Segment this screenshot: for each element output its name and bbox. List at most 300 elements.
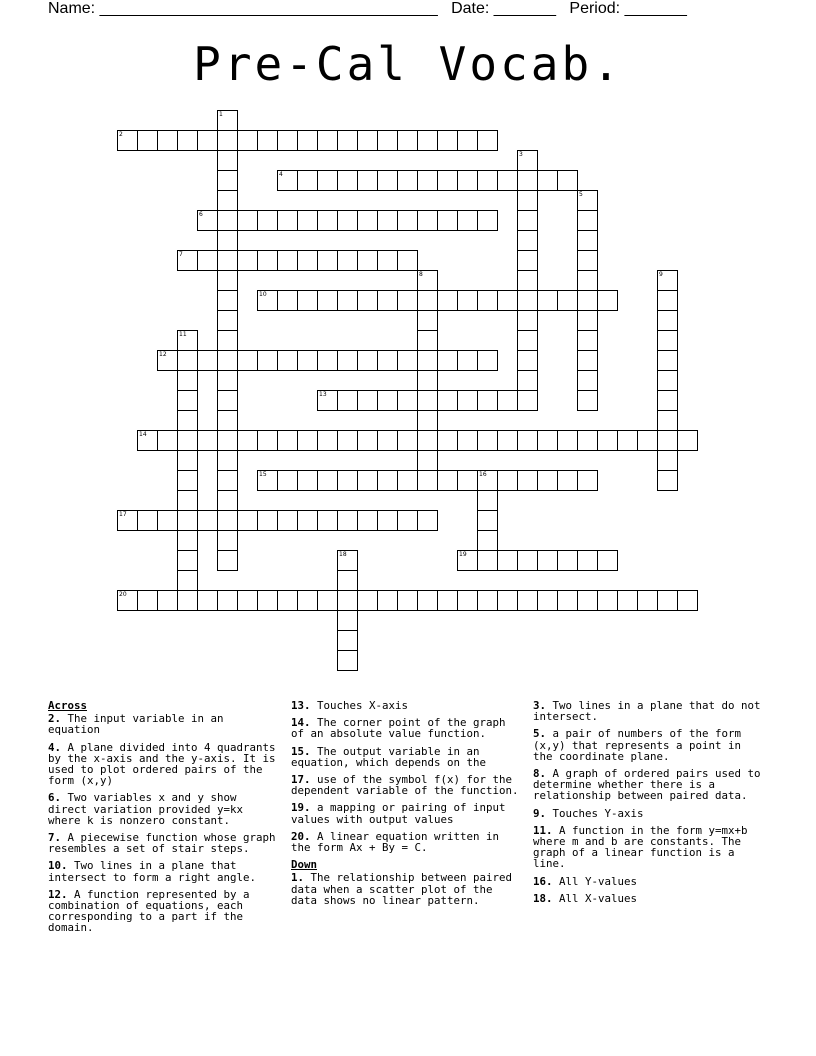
- crossword-cell[interactable]: [457, 290, 478, 311]
- crossword-cell[interactable]: [317, 430, 338, 451]
- crossword-cell[interactable]: [397, 430, 418, 451]
- crossword-cell[interactable]: [437, 470, 458, 491]
- crossword-cell[interactable]: [217, 130, 238, 151]
- crossword-cell[interactable]: [257, 350, 278, 371]
- clue-item: [48, 742, 280, 787]
- crossword-cell[interactable]: [117, 130, 138, 151]
- crossword-cell[interactable]: [337, 170, 358, 191]
- crossword-cell[interactable]: [397, 210, 418, 231]
- crossword-cell[interactable]: [277, 290, 298, 311]
- crossword-cell[interactable]: [657, 310, 678, 331]
- crossword-cell[interactable]: [377, 210, 398, 231]
- crossword-cell[interactable]: [257, 250, 278, 271]
- crossword-cell[interactable]: [657, 330, 678, 351]
- crossword-cell[interactable]: [417, 430, 438, 451]
- crossword-cell[interactable]: [397, 170, 418, 191]
- clue-text: a pair of numbers of the form (x,y) that represents a point in the coordinate plane.: [533, 727, 742, 763]
- crossword-cell[interactable]: [577, 210, 598, 231]
- crossword-cell[interactable]: [217, 270, 238, 291]
- crossword-cell[interactable]: [177, 390, 198, 411]
- crossword-cell[interactable]: [317, 290, 338, 311]
- crossword-cell[interactable]: [357, 590, 378, 611]
- crossword-cell[interactable]: [217, 450, 238, 471]
- crossword-cell[interactable]: [397, 470, 418, 491]
- crossword-cell[interactable]: [217, 470, 238, 491]
- clue-item: [291, 700, 523, 711]
- crossword-cell[interactable]: [177, 410, 198, 431]
- crossword-cell[interactable]: [357, 350, 378, 371]
- crossword-cell[interactable]: [377, 430, 398, 451]
- crossword-cell[interactable]: [597, 290, 618, 311]
- crossword-cell[interactable]: [517, 310, 538, 331]
- crossword-cell[interactable]: [477, 550, 498, 571]
- crossword-cell[interactable]: [517, 590, 538, 611]
- crossword-cell[interactable]: [417, 350, 438, 371]
- name-label: Name:: [48, 0, 96, 17]
- crossword-cell[interactable]: [257, 430, 278, 451]
- crossword-cell[interactable]: [237, 590, 258, 611]
- crossword-cell[interactable]: [197, 130, 218, 151]
- crossword-cell[interactable]: [357, 210, 378, 231]
- crossword-cell[interactable]: [457, 430, 478, 451]
- crossword-cell[interactable]: [337, 570, 358, 591]
- crossword-cell[interactable]: [377, 590, 398, 611]
- crossword-cell[interactable]: [417, 270, 438, 291]
- crossword-cell[interactable]: [157, 350, 178, 371]
- crossword-cell[interactable]: [197, 210, 218, 231]
- crossword-cell[interactable]: [337, 210, 358, 231]
- crossword-cell[interactable]: [457, 390, 478, 411]
- crossword-cell[interactable]: [177, 370, 198, 391]
- crossword-cell[interactable]: [637, 590, 658, 611]
- clue-number-label: 17: [119, 511, 127, 518]
- crossword-cell[interactable]: [437, 130, 458, 151]
- crossword-cell[interactable]: [657, 410, 678, 431]
- crossword-cell[interactable]: [517, 190, 538, 211]
- crossword-cell[interactable]: [237, 250, 258, 271]
- crossword-cell[interactable]: [577, 550, 598, 571]
- crossword-cell[interactable]: [577, 350, 598, 371]
- crossword-cell[interactable]: [437, 290, 458, 311]
- crossword-cell[interactable]: [297, 510, 318, 531]
- crossword-cell[interactable]: [577, 250, 598, 271]
- crossword-cell[interactable]: [297, 430, 318, 451]
- crossword-cell[interactable]: [197, 430, 218, 451]
- crossword-cell[interactable]: [417, 470, 438, 491]
- crossword-cell[interactable]: [197, 590, 218, 611]
- crossword-cell[interactable]: [377, 470, 398, 491]
- crossword-cell[interactable]: [337, 550, 358, 571]
- crossword-cell[interactable]: [257, 510, 278, 531]
- crossword-cell[interactable]: [297, 350, 318, 371]
- crossword-cell[interactable]: [337, 470, 358, 491]
- crossword-cell[interactable]: [577, 590, 598, 611]
- crossword-cell[interactable]: [357, 470, 378, 491]
- crossword-cell[interactable]: [317, 250, 338, 271]
- clue-text: A function in the form y=mx+b where m and b are constants. The graph of a linear function is a line.: [533, 823, 748, 871]
- crossword-cell[interactable]: [217, 350, 238, 371]
- crossword-cell[interactable]: [297, 290, 318, 311]
- crossword-cell[interactable]: [137, 510, 158, 531]
- crossword-cell[interactable]: [537, 290, 558, 311]
- crossword-cell[interactable]: [477, 510, 498, 531]
- crossword-cell[interactable]: [197, 350, 218, 371]
- crossword-cell[interactable]: [217, 290, 238, 311]
- crossword-cell[interactable]: [317, 510, 338, 531]
- crossword-cell[interactable]: [277, 210, 298, 231]
- crossword-cell[interactable]: [677, 430, 698, 451]
- crossword-cell[interactable]: [657, 470, 678, 491]
- crossword-cell[interactable]: [397, 350, 418, 371]
- crossword-cell[interactable]: [417, 370, 438, 391]
- crossword-cell[interactable]: [217, 110, 238, 131]
- crossword-cell[interactable]: [157, 130, 178, 151]
- clue-item: [291, 831, 523, 853]
- crossword-cell[interactable]: [517, 250, 538, 271]
- crossword-cell[interactable]: [597, 590, 618, 611]
- crossword-cell[interactable]: [437, 390, 458, 411]
- crossword-cell[interactable]: [557, 170, 578, 191]
- crossword-cell[interactable]: [457, 130, 478, 151]
- crossword-cell[interactable]: [217, 550, 238, 571]
- crossword-cell[interactable]: [357, 430, 378, 451]
- crossword-cell[interactable]: [417, 510, 438, 531]
- crossword-cell[interactable]: [557, 470, 578, 491]
- crossword-cell[interactable]: [397, 390, 418, 411]
- crossword-cell[interactable]: [377, 130, 398, 151]
- crossword-cell[interactable]: [517, 270, 538, 291]
- crossword-cell[interactable]: [217, 430, 238, 451]
- crossword-cell[interactable]: [477, 170, 498, 191]
- crossword-cell[interactable]: [217, 170, 238, 191]
- crossword-cell[interactable]: [257, 290, 278, 311]
- crossword-cell[interactable]: [497, 170, 518, 191]
- crossword-cell[interactable]: [537, 470, 558, 491]
- crossword-cell[interactable]: [257, 470, 278, 491]
- crossword-cell[interactable]: [177, 430, 198, 451]
- crossword-cell[interactable]: [517, 230, 538, 251]
- crossword-cell[interactable]: [457, 550, 478, 571]
- crossword-cell[interactable]: [417, 310, 438, 331]
- crossword-cell[interactable]: [297, 130, 318, 151]
- crossword-cell[interactable]: [517, 550, 538, 571]
- crossword-cell[interactable]: [417, 390, 438, 411]
- crossword-cell[interactable]: [337, 510, 358, 531]
- crossword-cell[interactable]: [517, 330, 538, 351]
- crossword-cell[interactable]: [577, 470, 598, 491]
- crossword-cell[interactable]: [657, 450, 678, 471]
- crossword-cell[interactable]: [517, 370, 538, 391]
- crossword-cell[interactable]: [517, 170, 538, 191]
- crossword-cell[interactable]: [157, 430, 178, 451]
- clue-number-label: 2: [119, 131, 123, 138]
- crossword-cell[interactable]: [217, 590, 238, 611]
- crossword-cell[interactable]: [357, 170, 378, 191]
- crossword-cell[interactable]: [157, 590, 178, 611]
- crossword-cell[interactable]: [517, 210, 538, 231]
- crossword-cell[interactable]: [397, 290, 418, 311]
- crossword-cell[interactable]: [477, 350, 498, 371]
- date-blank[interactable]: _______: [493, 0, 557, 17]
- crossword-cell[interactable]: [517, 150, 538, 171]
- crossword-cell[interactable]: [477, 490, 498, 511]
- crossword-cell[interactable]: [177, 530, 198, 551]
- crossword-cell[interactable]: [497, 470, 518, 491]
- clue-number-label: 5: [579, 191, 583, 198]
- period-blank[interactable]: _______: [624, 0, 687, 17]
- crossword-cell[interactable]: [637, 430, 658, 451]
- crossword-cell[interactable]: [517, 290, 538, 311]
- crossword-cell[interactable]: [537, 550, 558, 571]
- clue-item: [533, 825, 765, 870]
- crossword-cell[interactable]: [457, 350, 478, 371]
- crossword-cell[interactable]: [477, 530, 498, 551]
- crossword-cell[interactable]: [577, 330, 598, 351]
- crossword-cell[interactable]: [557, 290, 578, 311]
- crossword-cell[interactable]: [257, 590, 278, 611]
- crossword-cell[interactable]: [217, 230, 238, 251]
- crossword-cell[interactable]: [537, 590, 558, 611]
- crossword-cell[interactable]: [557, 550, 578, 571]
- crossword-cell[interactable]: [217, 370, 238, 391]
- crossword-cell[interactable]: [377, 350, 398, 371]
- crossword-cell[interactable]: [357, 130, 378, 151]
- clue-item: [291, 746, 523, 768]
- crossword-cell[interactable]: [217, 490, 238, 511]
- crossword-cell[interactable]: [237, 510, 258, 531]
- crossword-cell[interactable]: [277, 250, 298, 271]
- crossword-cell[interactable]: [377, 390, 398, 411]
- crossword-cell[interactable]: [657, 390, 678, 411]
- crossword-cell[interactable]: [457, 590, 478, 611]
- crossword-cell[interactable]: [217, 410, 238, 431]
- crossword-cell[interactable]: [417, 170, 438, 191]
- clue-number-label: 8: [419, 271, 423, 278]
- crossword-cell[interactable]: [557, 590, 578, 611]
- crossword-cell[interactable]: [617, 430, 638, 451]
- crossword-cell[interactable]: [437, 350, 458, 371]
- crossword-cell[interactable]: [237, 130, 258, 151]
- crossword-cell[interactable]: [577, 270, 598, 291]
- crossword-cell[interactable]: [377, 510, 398, 531]
- crossword-cell[interactable]: [277, 590, 298, 611]
- crossword-cell[interactable]: [297, 250, 318, 271]
- clue-text: Two lines in a plane that intersect to form a right angle.: [48, 859, 257, 884]
- crossword-cell[interactable]: [497, 590, 518, 611]
- crossword-cell[interactable]: [417, 410, 438, 431]
- crossword-cell[interactable]: [597, 430, 618, 451]
- crossword-cell[interactable]: [357, 290, 378, 311]
- crossword-cell[interactable]: [477, 390, 498, 411]
- crossword-cell[interactable]: [577, 310, 598, 331]
- name-blank[interactable]: ______________________________________: [99, 0, 438, 17]
- crossword-cell[interactable]: [337, 590, 358, 611]
- crossword-cell[interactable]: [397, 130, 418, 151]
- crossword-cell[interactable]: [177, 550, 198, 571]
- crossword-cell[interactable]: [477, 210, 498, 231]
- crossword-cell[interactable]: [337, 250, 358, 271]
- crossword-cell[interactable]: [337, 290, 358, 311]
- crossword-cell[interactable]: [297, 170, 318, 191]
- crossword-cell[interactable]: [237, 430, 258, 451]
- crossword-cell[interactable]: [177, 250, 198, 271]
- crossword-cell[interactable]: [537, 430, 558, 451]
- crossword-cell[interactable]: [417, 450, 438, 471]
- crossword-cell[interactable]: [177, 470, 198, 491]
- crossword-cell[interactable]: [197, 510, 218, 531]
- crossword-cell[interactable]: [417, 130, 438, 151]
- crossword-cell[interactable]: [477, 130, 498, 151]
- crossword-cell[interactable]: [417, 210, 438, 231]
- crossword-cell[interactable]: [217, 190, 238, 211]
- crossword-cell[interactable]: [317, 210, 338, 231]
- crossword-cell[interactable]: [437, 590, 458, 611]
- crossword-cell[interactable]: [457, 170, 478, 191]
- crossword-cell[interactable]: [377, 170, 398, 191]
- crossword-cell[interactable]: [317, 130, 338, 151]
- clue-text: The relationship between paired data when a scatter plot of the data shows no linear pattern.: [291, 871, 513, 907]
- crossword-cell[interactable]: [577, 390, 598, 411]
- crossword-cell[interactable]: [577, 370, 598, 391]
- crossword-cell[interactable]: [117, 510, 138, 531]
- crossword-cell[interactable]: [597, 550, 618, 571]
- crossword-cell[interactable]: [517, 390, 538, 411]
- crossword-cell[interactable]: [117, 590, 138, 611]
- crossword-cell[interactable]: [377, 290, 398, 311]
- crossword-cell[interactable]: [357, 390, 378, 411]
- crossword-cell[interactable]: [657, 370, 678, 391]
- crossword-cell[interactable]: [537, 170, 558, 191]
- crossword-cell[interactable]: [217, 510, 238, 531]
- crossword-cell[interactable]: [217, 390, 238, 411]
- crossword-cell[interactable]: [177, 330, 198, 351]
- crossword-cell[interactable]: [237, 210, 258, 231]
- crossword-cell[interactable]: [137, 590, 158, 611]
- crossword-cell[interactable]: [397, 510, 418, 531]
- crossword-cell[interactable]: [157, 510, 178, 531]
- clue-item: [533, 700, 765, 722]
- crossword-cell[interactable]: [517, 470, 538, 491]
- crossword-cell[interactable]: [237, 350, 258, 371]
- crossword-cell[interactable]: [317, 590, 338, 611]
- clue-text: A graph of ordered pairs used to determine whether there is a relationship between paired data.: [533, 767, 761, 803]
- crossword-cell[interactable]: [317, 390, 338, 411]
- crossword-cell[interactable]: [317, 470, 338, 491]
- crossword-cell[interactable]: [397, 590, 418, 611]
- crossword-cell[interactable]: [437, 210, 458, 231]
- crossword-cell[interactable]: [297, 470, 318, 491]
- crossword-cell[interactable]: [677, 590, 698, 611]
- crossword-cell[interactable]: [417, 590, 438, 611]
- crossword-cell[interactable]: [657, 430, 678, 451]
- crossword-cell[interactable]: [177, 510, 198, 531]
- crossword-cell[interactable]: [577, 190, 598, 211]
- clue-number-label: 12: [159, 351, 167, 358]
- crossword-cell[interactable]: [337, 390, 358, 411]
- crossword-cell[interactable]: [617, 590, 638, 611]
- crossword-cell[interactable]: [477, 590, 498, 611]
- crossword-cell[interactable]: [497, 290, 518, 311]
- crossword-cell[interactable]: [477, 470, 498, 491]
- crossword-cell[interactable]: [337, 650, 358, 671]
- crossword-cell[interactable]: [577, 430, 598, 451]
- crossword-cell[interactable]: [517, 430, 538, 451]
- crossword-cell[interactable]: [477, 290, 498, 311]
- clue-text: A plane divided into 4 quadrants by the x-axis and the y-axis. It is used to plot ordered pairs of the form (x,y): [48, 740, 276, 788]
- crossword-cell[interactable]: [217, 210, 238, 231]
- crossword-cell[interactable]: [397, 250, 418, 271]
- crossword-cell[interactable]: [337, 350, 358, 371]
- crossword-cell[interactable]: [557, 430, 578, 451]
- crossword-cell[interactable]: [257, 210, 278, 231]
- crossword-cell[interactable]: [337, 610, 358, 631]
- crossword-cell[interactable]: [217, 150, 238, 171]
- crossword-cell[interactable]: [277, 350, 298, 371]
- crossword-cell[interactable]: [377, 250, 398, 271]
- crossword-cell[interactable]: [657, 270, 678, 291]
- crossword-cell[interactable]: [177, 130, 198, 151]
- clue-number: 8.: [533, 767, 547, 781]
- crossword-cell[interactable]: [497, 390, 518, 411]
- crossword-cell[interactable]: [437, 430, 458, 451]
- crossword-cell[interactable]: [177, 350, 198, 371]
- crossword-cell[interactable]: [257, 130, 278, 151]
- crossword-cell[interactable]: [177, 570, 198, 591]
- crossword-cell[interactable]: [457, 210, 478, 231]
- crossword-cell[interactable]: [297, 590, 318, 611]
- crossword-cell[interactable]: [477, 430, 498, 451]
- crossword-cell[interactable]: [337, 130, 358, 151]
- crossword-cell[interactable]: [177, 490, 198, 511]
- crossword-cell[interactable]: [357, 250, 378, 271]
- crossword-cell[interactable]: [417, 290, 438, 311]
- crossword-cell[interactable]: [217, 250, 238, 271]
- crossword-cell[interactable]: [297, 210, 318, 231]
- crossword-cell[interactable]: [357, 510, 378, 531]
- crossword-cell[interactable]: [277, 510, 298, 531]
- crossword-cell[interactable]: [277, 170, 298, 191]
- crossword-cell[interactable]: [317, 170, 338, 191]
- crossword-cell[interactable]: [437, 170, 458, 191]
- crossword-cell[interactable]: [137, 430, 158, 451]
- crossword-cell[interactable]: [337, 630, 358, 651]
- crossword-cell[interactable]: [217, 310, 238, 331]
- crossword-cell[interactable]: [577, 290, 598, 311]
- clue-number-label: 6: [199, 211, 203, 218]
- crossword-cell[interactable]: [657, 290, 678, 311]
- crossword-cell[interactable]: [177, 450, 198, 471]
- crossword-cell[interactable]: [277, 470, 298, 491]
- crossword-cell[interactable]: [137, 130, 158, 151]
- crossword-cell[interactable]: [277, 430, 298, 451]
- clue-number: 7.: [48, 831, 62, 845]
- crossword-cell[interactable]: [657, 350, 678, 371]
- crossword-cell[interactable]: [277, 130, 298, 151]
- crossword-cell[interactable]: [177, 590, 198, 611]
- crossword-cell[interactable]: [217, 530, 238, 551]
- crossword-cell[interactable]: [517, 350, 538, 371]
- crossword-cell[interactable]: [497, 550, 518, 571]
- crossword-cell[interactable]: [657, 590, 678, 611]
- crossword-cell[interactable]: [457, 470, 478, 491]
- crossword-cell[interactable]: [197, 250, 218, 271]
- crossword-cell[interactable]: [217, 330, 238, 351]
- crossword-cell[interactable]: [337, 430, 358, 451]
- crossword-cell[interactable]: [497, 430, 518, 451]
- crossword-cell[interactable]: [317, 350, 338, 371]
- crossword-cell[interactable]: [577, 230, 598, 251]
- crossword-cell[interactable]: [417, 330, 438, 351]
